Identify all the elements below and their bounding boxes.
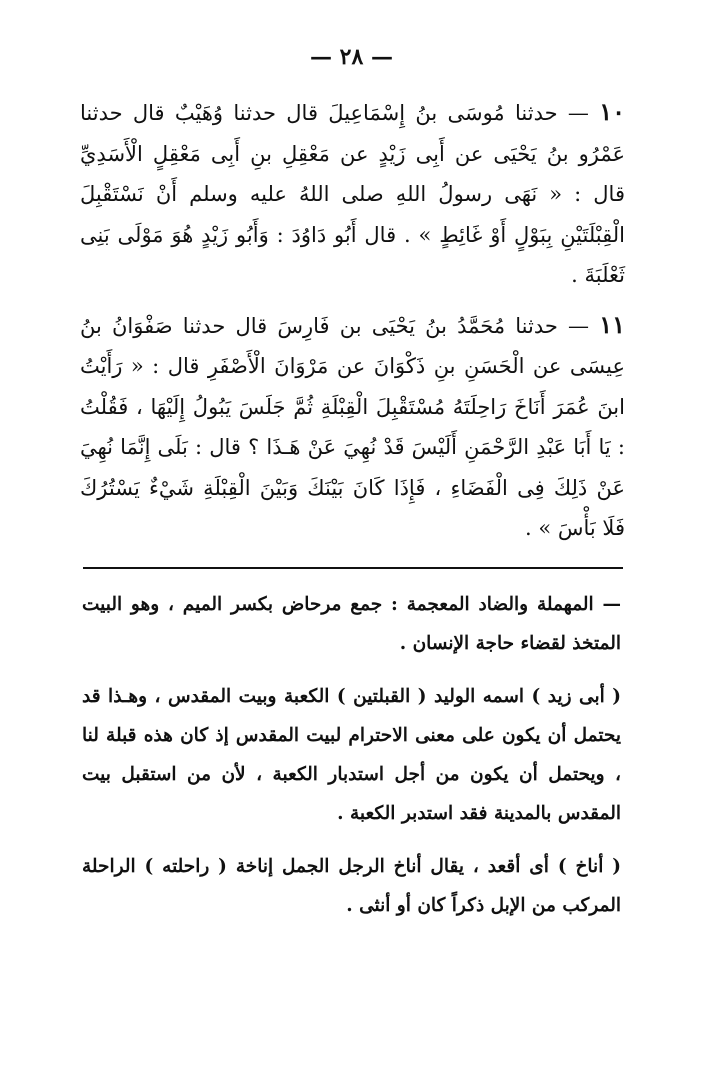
footnote-paragraph: ( أناخ ) أى أقعد ، يقال أناخ الرجل الجمل إناخة ( راحلته ) الراحلة المركب من الإبل ذكراً كان أو أنثى . (82, 856, 621, 916)
hadith-number: ١٠ (599, 97, 625, 126)
page-number: — ٢٨ — (310, 44, 393, 70)
footnotes (82, 585, 621, 939)
hadith-number: ١١ (599, 309, 625, 339)
hadith-text: — حدثنا مُوسَى بنُ إِسْمَاعِيلَ قال حدثنا وُهَيْبٌ قال حدثنا عَمْرُو بنُ يَحْيَى عن أَبِى زَيْدٍ عن مَعْقِلِ بنِ أَبِى مَعْقِلٍ الْأَسَدِيِّ قال : « نَهَى رسولُ اللهِ صلى اللهُ عليه وسلم أَنْ نَسْتَقْبِلَ الْقِبْلَتَيْنِ بِبَوْلٍ أَوْ غَائِطٍ » . قال أَبُو دَاوُدَ : وَأَبُو زَيْدٍ هُوَ مَوْلَى بَنِى ثَعْلَبَةَ . (80, 101, 625, 287)
hadith-11 (80, 305, 625, 549)
hadith-text: — حدثنا مُحَمَّدُ بنُ يَحْيَى بن فَارِسَ قال حدثنا صَفْوَانُ بنُ عِيسَى عن الْحَسَنِ بنِ ذَكْوَانَ عن مَرْوَانَ الْأَصْفَرِ قال : « رَأَيْتُ ابنَ عُمَرَ أَنَاخَ رَاحِلَتَهُ مُسْتَقْبِلَ الْقِبْلَةِ ثُمَّ جَلَسَ يَبُولُ إِلَيْهَا ، فَقُلْتُ : يَا أَبَا عَبْدِ الرَّحْمَنِ أَلَيْسَ قَدْ نُهِيَ عَنْ هَـذَا ؟ قال : بَلَى إِنَّمَا نُهِيَ عَنْ ذَلِكَ فِى الْفَضَاءِ ، فَإِذَا كَانَ بَيْنَكَ وَبَيْنَ الْقِبْلَةِ شَيْءٌ يَسْتُرُكَ فَلَا بَأْسَ » . (80, 313, 625, 540)
footnote-paragraph: ( أبى زيد ) اسمه الوليد ( القبلتين ) الكعبة وبيت المقدس ، وهـذا قد يحتمل أن يكون على معنى الاحترام لبيت المقدس إذ كان هذه قبلة لنا ، ويحتمل أن يكون من أجل استدبار الكعبة ، لأن من استقبل بيت المقدس بالمدينة فقد استدبر الكعبة . (82, 686, 621, 824)
main-text (80, 92, 625, 549)
footnote-paragraph: — المهملة والضاد المعجمة : جمع مرحاض بكسر الميم ، وهو البيت المتخذ لقضاء حاجة الإنسان . (82, 594, 621, 654)
footnote-divider (83, 567, 623, 569)
hadith-10 (80, 92, 625, 296)
